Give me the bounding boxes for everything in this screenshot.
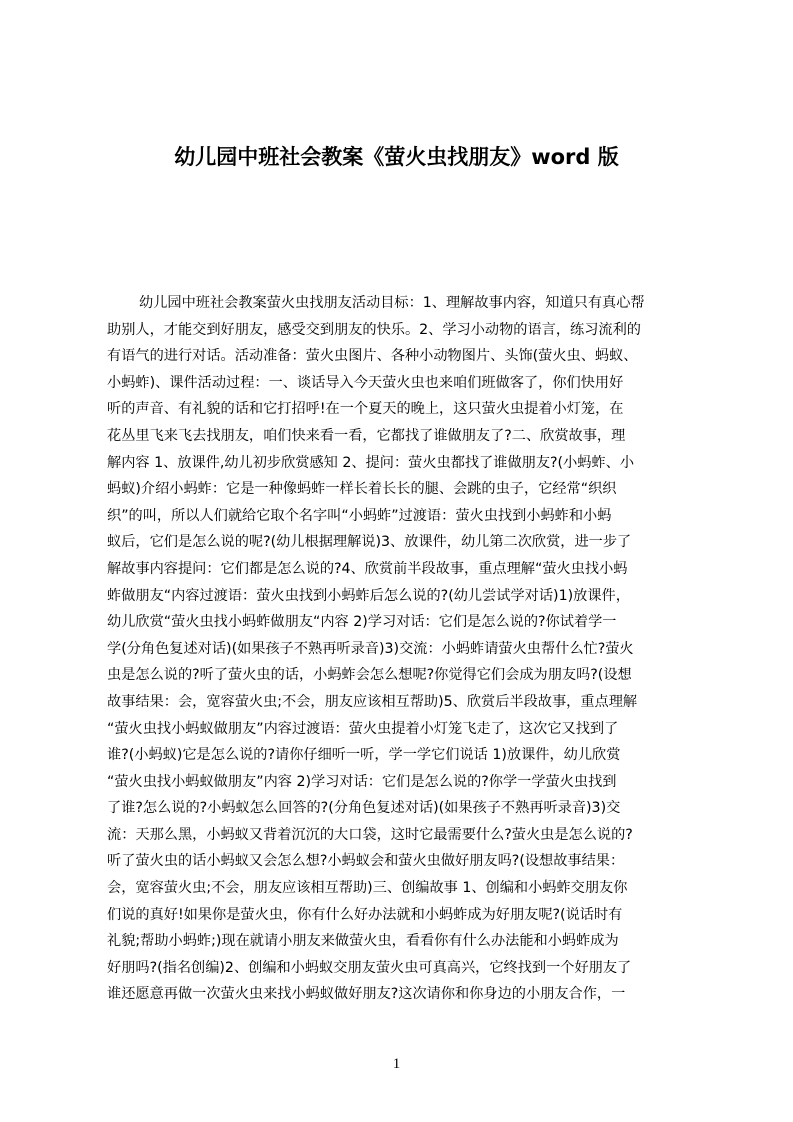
body-line: 好朋吗?(指名创编)2、创编和小蚂蚁交朋友萤火虫可真高兴，它终找到一个好朋友了	[107, 959, 632, 976]
body-line: 解内容 1、放课件,幼儿初步欣赏感知 2、提问：萤火虫都找了谁做朋友?(小蚂蚱、小	[107, 454, 635, 471]
body-line: 了谁?怎么说的?小蚂蚁怎么回答的?(分角色复述对话)(如果孩子不熟再听录音)3)交	[107, 800, 621, 817]
body-line: 流：天那么黑，小蚂蚁又背着沉沉的大口袋，这时它最需要什么?萤火虫是怎么说的?	[107, 826, 633, 843]
body-line: 听了萤火虫的话小蚂蚁又会怎么想?小蚂蚁会和萤火虫做好朋友吗?(设想故事结果：	[107, 853, 625, 870]
body-line: 幼儿欣赏“萤火虫找小蚂蚱做朋友“内容 2)学习对话：它们是怎么说的?你试着学一	[107, 614, 617, 631]
body-line: 有语气的进行对话。活动准备：萤火虫图片、各种小动物图片、头饰(萤火虫、蚂蚁、	[107, 348, 638, 365]
body-line: “萤火虫找小蚂蚁做朋友”内容 2)学习对话：它们是怎么说的?你学一学萤火虫找到	[107, 773, 617, 790]
page-number: 1	[392, 1056, 401, 1072]
body-line: 花丛里飞来飞去找朋友，咱们快来看一看，它都找了谁做朋友了?二、欣赏故事，理	[107, 427, 626, 444]
body-line: 蚁后，它们是怎么说的呢?(幼儿根据理解说)3、放课件，幼儿第二次欣赏，进一步了	[107, 534, 632, 551]
body-line: 小蚂蚱)、课件活动过程：一、谈话导入今天萤火虫也来咱们班做客了，你们快用好	[107, 374, 624, 391]
body-line: 蚱做朋友“内容过渡语：萤火虫找到小蚂蚱后怎么说的?(幼儿尝试学对话)1)放课件，	[107, 587, 630, 604]
body-line: 谁还愿意再做一次萤火虫来找小蚂蚁做好朋友?这次请你和你身边的小朋友合作，一	[107, 986, 626, 1003]
body-line: 们说的真好!如果你是萤火虫，你有什么好办法就和小蚂蚱成为好朋友呢?(说话时有	[107, 906, 623, 923]
body-line: 故事结果：会，宽容萤火虫;不会，朋友应该相互帮助)5、欣赏后半段故事，重点理解	[107, 693, 638, 710]
body-line: 蚂蚁)介绍小蚂蚱：它是一种像蚂蚱一样长着长长的腿、会跳的虫子，它经常“织织	[107, 481, 617, 498]
body-line: 解故事内容提问：它们都是怎么说的?4、欣赏前半段故事，重点理解“萤火虫找小蚂	[107, 560, 628, 577]
document-title: 幼儿园中班社会教案《萤火虫找朋友》word 版	[174, 145, 619, 169]
body-line: “萤火虫找小蚂蚁做朋友”内容过渡语：萤火虫提着小灯笼飞走了，这次它又找到了	[107, 720, 619, 737]
body-line: 虫是怎么说的?听了萤火虫的话，小蚂蚱会怎么想呢?你觉得它们会成为朋友吗?(设想	[107, 667, 632, 684]
body-line: 幼儿园中班社会教案萤火虫找朋友活动目标：1、理解故事内容，知道只有真心帮	[139, 295, 645, 311]
body-line: 谁?(小蚂蚁)它是怎么说的?请你仔细听一听，学一学它们说话 1)放课件，幼儿欣赏	[107, 747, 621, 764]
body-line: 会，宽容萤火虫;不会，朋友应该相互帮助)三、创编故事 1、创编和小蚂蚱交朋友你	[107, 880, 628, 897]
body-line: 学(分角色复述对话)(如果孩子不熟再听录音)3)交流：小蚂蚱请萤火虫帮什么忙?萤火	[107, 640, 634, 657]
body-line: 听的声音、有礼貌的话和它打招呼!在一个夏天的晚上，这只萤火虫提着小灯笼，在	[107, 401, 624, 418]
body-line: 礼貌;帮助小蚂蚱;)现在就请小朋友来做萤火虫，看看你有什么办法能和小蚂蚱成为	[107, 933, 619, 950]
document-body	[107, 290, 698, 1008]
body-line: 助别人，才能交到好朋友，感受交到朋友的快乐。2、学习小动物的语言，练习流利的	[107, 321, 641, 338]
body-line: 织”的叫，所以人们就给它取个名字叫“小蚂蚱”过渡语：萤火虫找到小蚂蚱和小蚂	[107, 507, 612, 524]
